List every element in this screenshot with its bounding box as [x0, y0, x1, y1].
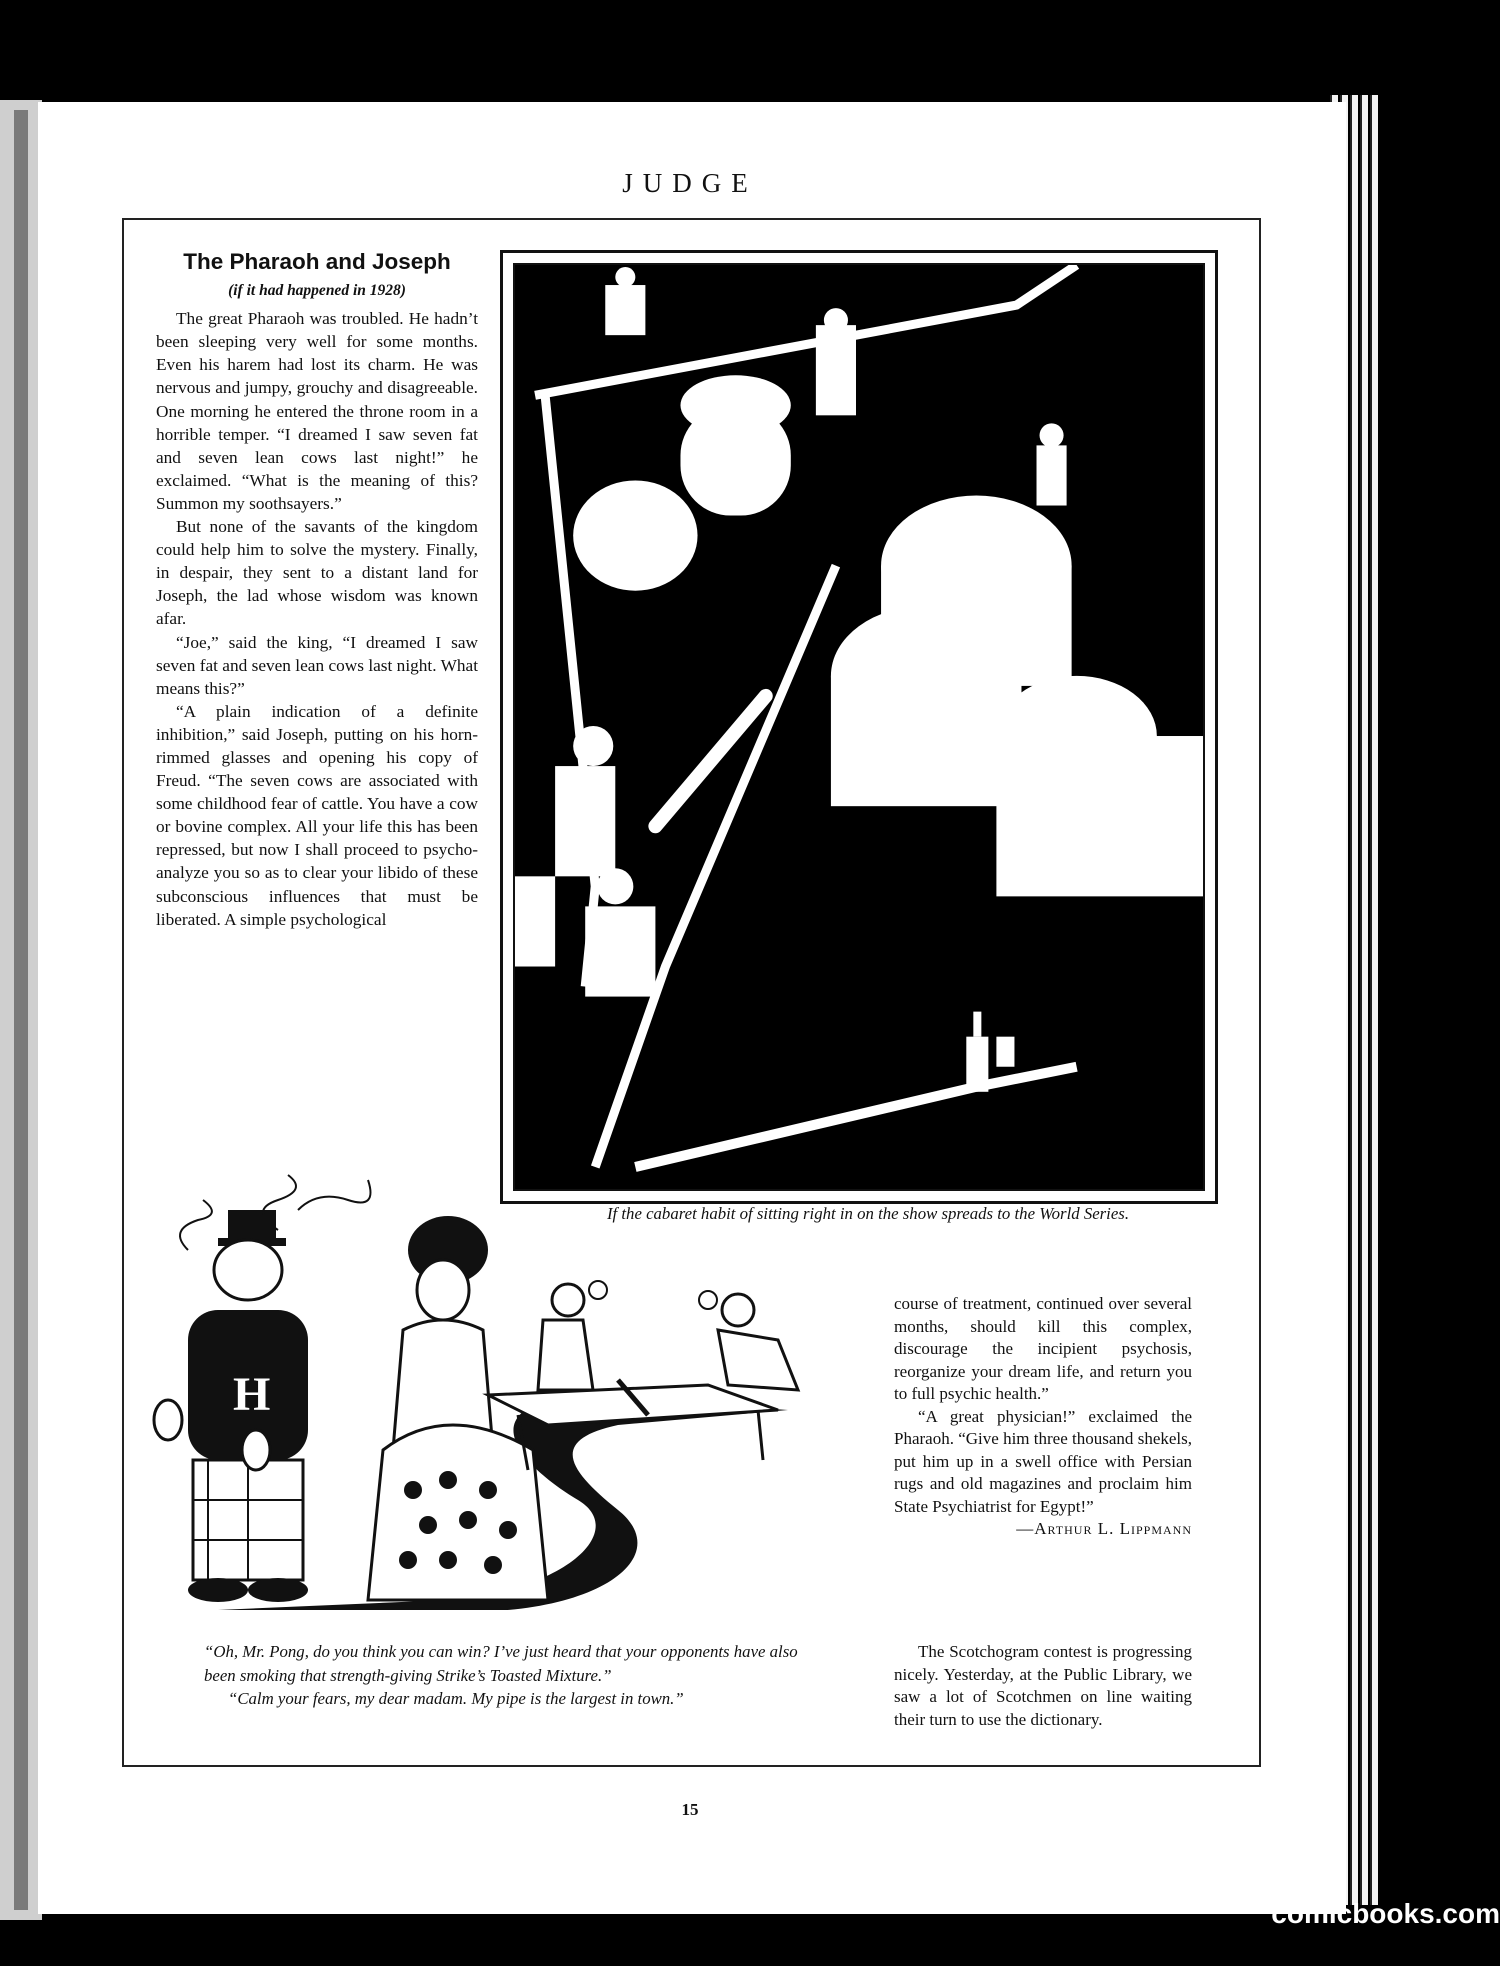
article-paragraph: course of treatment, continued over several months, should kill this complex, discourage the incipient psychosis, reorganize your dream life, and return you to full psychic health.” [894, 1294, 1192, 1403]
cabaret-illustration [500, 250, 1218, 1204]
binding-shadow [14, 110, 28, 1910]
article-paragraph: “A great physician!” exclaimed the Pharaoh. “Give him three thousand shekels, put him up in a swell office with Persian rugs and old magazines and proclaim him State Psychiatrist for Egypt!” [894, 1406, 1192, 1516]
article-paragraph: “Joe,” said the king, “I dreamed I saw seven fat and seven lean cows last night. What means this?” [156, 632, 478, 698]
pong-caption [204, 1640, 830, 1711]
watermark: comicbooks.com [1271, 1898, 1500, 1929]
article-byline: —Arthur L. Lippmann [1016, 1519, 1192, 1538]
cabaret-artwork [515, 265, 1203, 1189]
article-continuation [894, 1293, 1192, 1541]
magazine-title: JUDGE [622, 168, 758, 198]
pong-illustration [148, 1170, 868, 1630]
article-paragraph: “A plain indication of a definite inhibition,” said Joseph, putting on his horn-rimmed glasses and opening his copy of Freud. “The seven cows are associated with some childhood fear of cattle. You have a cow or bovine complex. All your life this has been repressed, but now I shall proceed to psycho-analyze you so as to clear your libido of these subconscious influences that must be liberated. A simple psychological [156, 701, 478, 929]
cabaret-caption: If the cabaret habit of sitting right in on the show spreads to the World Series. [606, 1204, 1130, 1223]
article-paragraph: The great Pharaoh was troubled. He hadn’t been sleeping very well for some months. Even his harem had lost its charm. He was nervous and jumpy, grouchy and disagreeable. One morning he entered the throne room in a horrible temper. “I dreamed I saw seven fat and seven lean cows last night!” he exclaimed. “What is the meaning of this? Summon my soothsayers.” [156, 309, 478, 513]
pong-caption-line: “Calm your fears, my dear madam. My pipe is the largest in town.” [228, 1689, 684, 1708]
svg-text:H: H [233, 1368, 271, 1421]
article-paragraph: But none of the savants of the kingdom could help him to solve the mystery. Finally, in despair, they sent to a distant land for Joseph, the lad whose wisdom was known afar. [156, 517, 478, 629]
filler-item [894, 1641, 1192, 1731]
article-subtitle: (if it had happened in 1928) [228, 282, 406, 300]
pong-signature: Dr S. [668, 1442, 700, 1458]
page-number: 15 [681, 1800, 699, 1819]
article-column [156, 248, 478, 931]
filler-text: The Scotchogram contest is progressing nicely. Yesterday, at the Public Library, we saw a lot of Scotchmen on line waiting their turn to use the dictionary. [894, 1642, 1192, 1729]
article-title: The Pharaoh and Joseph [183, 249, 451, 274]
pong-caption-line: “Oh, Mr. Pong, do you think you can win? I’ve just heard that your opponents have also been smoking that strength-giving Strike’s Toasted Mixture.” [204, 1642, 798, 1685]
